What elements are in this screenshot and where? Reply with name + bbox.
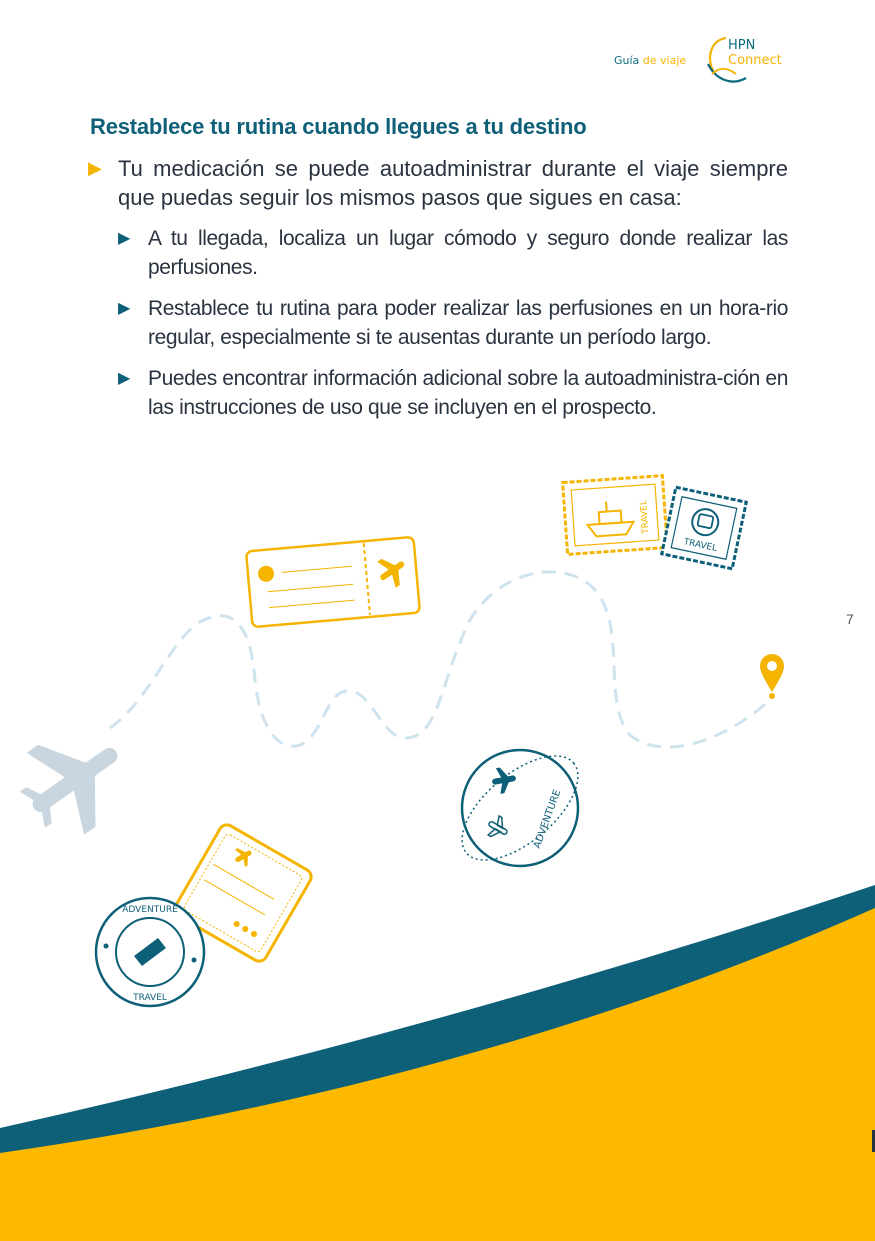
stamp-travel-text: TRAVEL xyxy=(639,499,652,535)
flight-path xyxy=(110,572,770,747)
map-pin-icon xyxy=(760,654,784,699)
guide-accent: de viaje xyxy=(642,54,687,67)
airplane-icon xyxy=(4,710,145,850)
adventure-stamp-icon xyxy=(445,737,596,879)
ticket-icon xyxy=(246,537,420,627)
list-item xyxy=(118,364,788,422)
travel-illustration xyxy=(0,440,875,1241)
guide-label xyxy=(614,54,686,67)
sub-bullet-text: A tu llegada, localiza un lugar cómodo y seguro donde realizar las perfusiones. xyxy=(148,227,788,279)
sub-bullet-text: Puedes encontrar información adicional sobre la autoadministra-ción en las instrucciones de uso que se incluyen en el prospecto. xyxy=(148,367,788,419)
logo-hpn-text: HPN xyxy=(728,38,756,53)
page-number: 7 xyxy=(846,611,854,627)
guide-prefix: Guía xyxy=(614,54,640,67)
train-icon xyxy=(662,487,747,568)
stamp-travel-text: TRAVEL xyxy=(682,537,718,555)
arrow-bullet-icon: ▶ xyxy=(118,370,130,387)
adventure-travel-stamp-icon xyxy=(96,898,204,1006)
arrow-bullet-icon: ▶ xyxy=(88,158,102,178)
logo-connect-text: Connect xyxy=(728,53,782,68)
stamp-adventure-text: ADVENTURE xyxy=(531,788,564,851)
sub-bullet-text: Restablece tu rutina para poder realizar las perfusiones en un hora-rio regular, especialmente si te ausentas durante un período largo. xyxy=(148,297,788,349)
sub-bullet-list xyxy=(118,224,788,422)
stamp-travel-text: TRAVEL xyxy=(133,993,167,1003)
list-item xyxy=(88,154,788,422)
list-item xyxy=(118,294,788,352)
arrow-bullet-icon: ▶ xyxy=(118,300,130,317)
stamp-adventure-text: ADVENTURE xyxy=(122,905,178,915)
arrow-bullet-icon: ▶ xyxy=(118,230,130,247)
bullet-list xyxy=(88,154,788,434)
bullet-text: Tu medicación se puede autoadministrar durante el viaje siempre que puedas seguir los mismos pasos que sigues en casa: xyxy=(118,156,788,210)
list-item xyxy=(118,224,788,282)
section-title: Restablece tu rutina cuando llegues a tu destino xyxy=(90,114,587,139)
boat-icon xyxy=(563,476,668,555)
